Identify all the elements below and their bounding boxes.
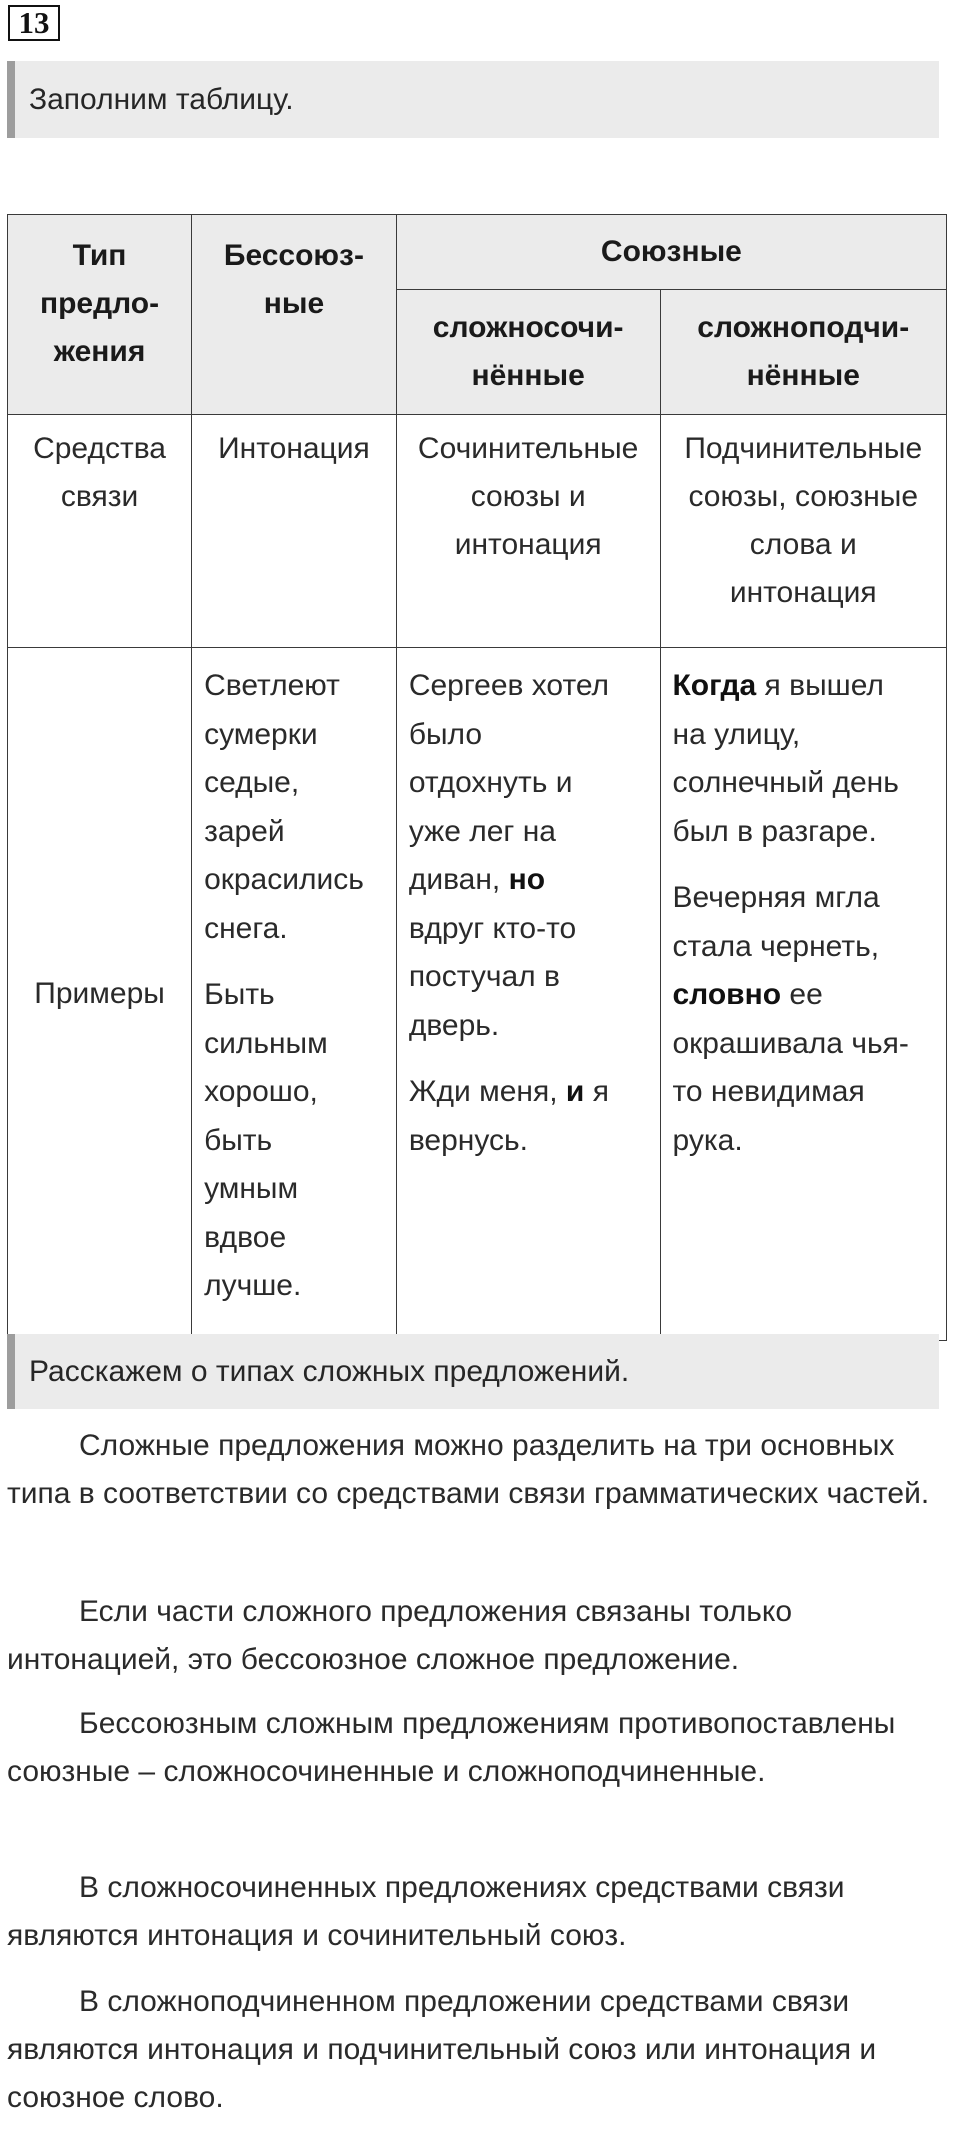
conjunction-highlight: но xyxy=(508,863,546,896)
cell-line: Светлеют xyxy=(204,669,340,702)
sentence-types-table xyxy=(7,214,947,1341)
cell-line: седые, xyxy=(204,766,300,799)
table-row-means xyxy=(8,415,947,648)
types-banner: Расскажем о типах сложных предложений. xyxy=(7,1334,939,1409)
conjunction-highlight: Когда xyxy=(672,669,757,702)
cell-line: то невидимая xyxy=(672,1075,865,1108)
examples-compound xyxy=(396,648,660,1341)
cell-line: диван, xyxy=(408,863,509,896)
cell-line: сумерки xyxy=(204,717,318,751)
paragraph: В сложносочиненных предложениях средствами связи являются интонация и сочинительный союз. xyxy=(7,1871,845,1952)
cell-line: умным xyxy=(204,1172,299,1205)
examples-complex xyxy=(660,648,947,1341)
header-compound-line: нённые xyxy=(471,359,585,392)
cell-line: интонация xyxy=(729,576,877,609)
cell-line: союзы, союзные xyxy=(688,480,919,513)
cell-line: стала чернеть, xyxy=(672,929,880,963)
header-type-line: жения xyxy=(53,335,146,368)
cell-line: Подчинительные xyxy=(684,432,923,465)
cell-line: вернусь. xyxy=(408,1123,528,1157)
header-type xyxy=(8,215,192,415)
example-sentence xyxy=(204,662,388,953)
means-complex xyxy=(660,415,947,648)
example-sentence xyxy=(409,1068,652,1165)
cell-line: Жди меня, xyxy=(408,1075,566,1108)
header-compound xyxy=(396,290,660,415)
example-sentence xyxy=(673,874,939,1165)
cell-line: снега. xyxy=(204,911,288,945)
cell-line: зарей xyxy=(204,814,285,848)
cell-line: лучше. xyxy=(204,1269,302,1302)
paragraph: Если части сложного предложения связаны только интонацией, это бессоюзное сложное предложение. xyxy=(7,1595,792,1676)
conjunction-highlight: словно xyxy=(672,978,782,1011)
cell-line: рука. xyxy=(672,1123,743,1157)
cell-line: Быть xyxy=(204,978,275,1011)
fill-table-banner: Заполним таблицу. xyxy=(7,61,939,138)
task-number: 13 xyxy=(8,5,60,41)
header-type-line: Тип xyxy=(72,239,127,272)
example-sentence xyxy=(673,662,939,856)
means-label xyxy=(8,415,192,648)
cell-line: ее xyxy=(781,978,823,1011)
paragraph: В сложноподчиненном предложении средствами связи являются интонация и подчинительный союз или интонация и союзное слово. xyxy=(7,1985,877,2114)
header-type-line: предло- xyxy=(39,287,160,320)
cell-line: на улицу, xyxy=(672,717,801,751)
cell-line: союзы и xyxy=(470,480,586,513)
cell-line: дверь. xyxy=(408,1008,500,1042)
cell-line: Вечерняя мгла xyxy=(672,881,880,914)
cell-line: я xyxy=(584,1075,609,1108)
table-row-examples xyxy=(8,648,947,1341)
header-nonunion-line: Бессоюз- xyxy=(223,239,364,272)
cell-line: Средства xyxy=(33,432,166,465)
cell-line: постучал в xyxy=(408,960,560,993)
conjunction-highlight: и xyxy=(565,1075,585,1108)
cell-line: слова и xyxy=(749,528,857,561)
means-compound xyxy=(396,415,660,648)
cell-line: уже лег на xyxy=(408,814,556,848)
example-sentence xyxy=(409,662,652,1050)
header-nonunion-line: ные xyxy=(263,287,325,320)
cell-line: Сергеев хотел xyxy=(408,669,610,702)
header-nonunion xyxy=(192,215,397,415)
header-compound-line: сложносочи- xyxy=(432,311,624,344)
cell-line: вдвое xyxy=(204,1220,287,1254)
cell-line: я вышел xyxy=(756,669,884,702)
header-complex-line: сложноподчи- xyxy=(697,311,910,344)
header-complex xyxy=(660,290,947,415)
cell-line: было xyxy=(408,717,483,751)
cell-line: окрашивала чья- xyxy=(672,1026,909,1060)
paragraph: Бессоюзным сложным предложениям противопоставлены союзные – сложносочиненные и сложноподчиненные. xyxy=(7,1707,896,1788)
cell-line: отдохнуть и xyxy=(408,766,573,799)
cell-line: связи xyxy=(60,480,139,513)
cell-line: хорошо, xyxy=(204,1075,318,1108)
cell-line: быть xyxy=(204,1123,273,1157)
cell-line: окрасились xyxy=(204,863,364,896)
example-sentence xyxy=(204,971,388,1311)
header-union: Союзные xyxy=(396,215,946,290)
cell-line: сильным xyxy=(204,1026,328,1060)
cell-line: был в разгаре. xyxy=(672,814,877,848)
examples-label: Примеры xyxy=(8,648,192,1341)
cell-line: вдруг кто-то xyxy=(408,911,577,945)
examples-nonunion xyxy=(192,648,397,1341)
paragraph: Сложные предложения можно разделить на три основных типа в соответствии со средствами связи грамматических частей. xyxy=(7,1429,930,1510)
cell-line: Сочинительные xyxy=(417,432,639,465)
cell-line: солнечный день xyxy=(672,766,899,799)
cell-line: интонация xyxy=(454,528,602,561)
means-nonunion: Интонация xyxy=(192,415,397,648)
header-complex-line: нённые xyxy=(746,359,860,392)
